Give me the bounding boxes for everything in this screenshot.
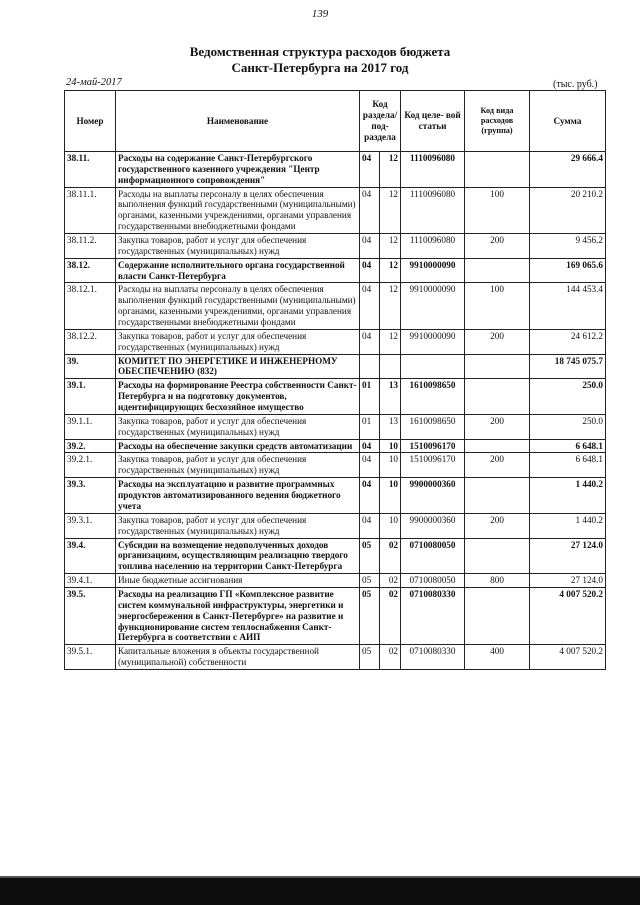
- cell-expense-type: 200: [465, 513, 530, 538]
- cell-number: 39.1.1.: [65, 414, 116, 439]
- cell-article: 1110096080: [401, 234, 465, 259]
- table-row: [65, 587, 606, 644]
- cell-sum: 27 124.0: [530, 538, 606, 574]
- cell-name: Расходы на эксплуатацию и развитие программных продуктов автоматизированного ведения бюджетного учета: [116, 478, 360, 514]
- cell-article: 9910000090: [401, 258, 465, 283]
- cell-expense-type: [465, 152, 530, 188]
- cell-subsection: 12: [380, 187, 401, 233]
- cell-subsection: 12: [380, 234, 401, 259]
- table-row: [65, 234, 606, 259]
- cell-sum: 1 440.2: [530, 513, 606, 538]
- cell-subsection: 10: [380, 513, 401, 538]
- cell-number: 39.4.: [65, 538, 116, 574]
- cell-number: 39.: [65, 354, 116, 379]
- cell-name: Закупка товаров, работ и услуг для обеспечения государственных (муниципальных) нужд: [116, 414, 360, 439]
- cell-sum: 9 456.2: [530, 234, 606, 259]
- cell-section: 05: [360, 538, 380, 574]
- cell-name: Расходы на обеспечение закупки средств автоматизации: [116, 439, 360, 453]
- table-row: [65, 439, 606, 453]
- cell-expense-type: 200: [465, 329, 530, 354]
- cell-number: 38.12.: [65, 258, 116, 283]
- cell-article: 9910000090: [401, 329, 465, 354]
- cell-section: 04: [360, 152, 380, 188]
- cell-name: Закупка товаров, работ и услуг для обеспечения государственных (муниципальных) нужд: [116, 513, 360, 538]
- cell-section: 04: [360, 439, 380, 453]
- cell-expense-type: 200: [465, 234, 530, 259]
- document-title-line-1: Ведомственная структура расходов бюджета: [189, 44, 451, 59]
- cell-number: 39.5.: [65, 587, 116, 644]
- cell-subsection: 12: [380, 329, 401, 354]
- cell-subsection: 02: [380, 587, 401, 644]
- cell-expense-type: [465, 439, 530, 453]
- table-row: [65, 513, 606, 538]
- cell-section: 04: [360, 329, 380, 354]
- cell-article: 1610098650: [401, 414, 465, 439]
- table-row: [65, 283, 606, 329]
- budget-table: [64, 90, 606, 670]
- cell-section: 04: [360, 234, 380, 259]
- cell-expense-type: 200: [465, 453, 530, 478]
- cell-name: Закупка товаров, работ и услуг для обеспечения государственных (муниципальных) нужд: [116, 234, 360, 259]
- cell-section: [360, 354, 380, 379]
- cell-expense-type: [465, 478, 530, 514]
- cell-article: 1110096080: [401, 152, 465, 188]
- cell-subsection: [380, 354, 401, 379]
- table-row: [65, 538, 606, 574]
- table-header-row: [65, 91, 606, 152]
- cell-expense-type: 200: [465, 414, 530, 439]
- cell-expense-type: 400: [465, 645, 530, 670]
- cell-name: Расходы на выплаты персоналу в целях обеспечения выполнения функций государственными (муниципальными) органами, казенными учреждениями, органами управления государственными внебюджетными фондами: [116, 283, 360, 329]
- cell-section: 04: [360, 187, 380, 233]
- cell-expense-type: [465, 538, 530, 574]
- cell-number: 39.2.: [65, 439, 116, 453]
- scan-bottom-edge: [0, 878, 640, 905]
- cell-subsection: 02: [380, 645, 401, 670]
- table-row: [65, 414, 606, 439]
- cell-name: КОМИТЕТ ПО ЭНЕРГЕТИКЕ И ИНЖЕНЕРНОМУ ОБЕСПЕЧЕНИЮ (832): [116, 354, 360, 379]
- cell-name: Закупка товаров, работ и услуг для обеспечения государственных (муниципальных) нужд: [116, 453, 360, 478]
- cell-name: Расходы на формирование Реестра собственности Санкт-Петербурга и на подготовку документов, идентифицирующих бесхозяйное имущество: [116, 379, 360, 415]
- cell-article: 1510096170: [401, 453, 465, 478]
- header-name: Наименование: [116, 91, 360, 152]
- cell-number: 38.12.2.: [65, 329, 116, 354]
- cell-section: 01: [360, 379, 380, 415]
- table-row: [65, 187, 606, 233]
- cell-name: Капитальные вложения в объекты государственной (муниципальной) собственности: [116, 645, 360, 670]
- cell-article: 9910000090: [401, 283, 465, 329]
- cell-name: Иные бюджетные ассигнования: [116, 574, 360, 588]
- cell-number: 39.3.: [65, 478, 116, 514]
- cell-sum: 250.0: [530, 379, 606, 415]
- cell-name: Расходы на реализацию ГП «Комплексное развитие систем коммунальной инфраструктуры, энергетики и энергосбережения в Санкт-Петербурге» на развитие и функционирование систем теплоснабжения Санкт-Петербурга в соответствии с АИП: [116, 587, 360, 644]
- cell-name: Расходы на выплаты персоналу в целях обеспечения выполнения функций государственными (муниципальными) органами, казенными учреждениями, органами управления государственными внебюджетными фондами: [116, 187, 360, 233]
- document-title-line-2: Санкт-Петербурга на 2017 год: [231, 60, 409, 75]
- header-expense-type: Код вида расходов (группа): [465, 91, 530, 152]
- cell-expense-type: 800: [465, 574, 530, 588]
- cell-sum: 27 124.0: [530, 574, 606, 588]
- cell-subsection: 02: [380, 538, 401, 574]
- cell-subsection: 10: [380, 478, 401, 514]
- cell-expense-type: [465, 258, 530, 283]
- cell-sum: 169 065.6: [530, 258, 606, 283]
- cell-article: 1110096080: [401, 187, 465, 233]
- cell-number: 39.4.1.: [65, 574, 116, 588]
- cell-sum: 1 440.2: [530, 478, 606, 514]
- cell-subsection: 13: [380, 414, 401, 439]
- table-row: [65, 329, 606, 354]
- header-number: Номер: [65, 91, 116, 152]
- cell-subsection: 10: [380, 439, 401, 453]
- table-row: [65, 453, 606, 478]
- cell-sum: 4 007 520.2: [530, 587, 606, 644]
- cell-subsection: 12: [380, 258, 401, 283]
- cell-section: 04: [360, 513, 380, 538]
- cell-expense-type: 100: [465, 187, 530, 233]
- cell-sum: 144 453.4: [530, 283, 606, 329]
- cell-sum: 20 210.2: [530, 187, 606, 233]
- cell-section: 01: [360, 414, 380, 439]
- units-label: (тыс. руб.): [553, 79, 598, 90]
- header-article: Код целе- вой статьи: [401, 91, 465, 152]
- cell-sum: 29 666.4: [530, 152, 606, 188]
- cell-section: 05: [360, 587, 380, 644]
- cell-expense-type: 100: [465, 283, 530, 329]
- cell-sum: 250.0: [530, 414, 606, 439]
- cell-subsection: 12: [380, 283, 401, 329]
- cell-sum: 24 612.2: [530, 329, 606, 354]
- cell-section: 04: [360, 478, 380, 514]
- table-row: [65, 152, 606, 188]
- cell-number: 38.12.1.: [65, 283, 116, 329]
- cell-article: 9900000360: [401, 513, 465, 538]
- cell-number: 39.3.1.: [65, 513, 116, 538]
- cell-sum: 6 648.1: [530, 453, 606, 478]
- cell-article: 0710080330: [401, 645, 465, 670]
- cell-expense-type: [465, 354, 530, 379]
- table-row: [65, 379, 606, 415]
- cell-article: 0710080050: [401, 574, 465, 588]
- cell-sum: 18 745 075.7: [530, 354, 606, 379]
- cell-section: 05: [360, 645, 380, 670]
- table-row: [65, 478, 606, 514]
- cell-expense-type: [465, 587, 530, 644]
- cell-name: Расходы на содержание Санкт-Петербургского государственного казенного учреждения "Центр информационного сопровождения": [116, 152, 360, 188]
- table-row: [65, 645, 606, 670]
- cell-section: 04: [360, 453, 380, 478]
- cell-subsection: 10: [380, 453, 401, 478]
- cell-expense-type: [465, 379, 530, 415]
- cell-article: 1610098650: [401, 379, 465, 415]
- cell-sum: 4 007 520.2: [530, 645, 606, 670]
- cell-article: 1510096170: [401, 439, 465, 453]
- cell-name: Содержание исполнительного органа государственной власти Санкт-Петербурга: [116, 258, 360, 283]
- cell-subsection: 02: [380, 574, 401, 588]
- cell-section: 05: [360, 574, 380, 588]
- header-sum: Сумма: [530, 91, 606, 152]
- cell-subsection: 12: [380, 152, 401, 188]
- document-date: 24-май-2017: [66, 77, 122, 88]
- cell-name: Закупка товаров, работ и услуг для обеспечения государственных (муниципальных) нужд: [116, 329, 360, 354]
- cell-sum: 6 648.1: [530, 439, 606, 453]
- cell-number: 39.2.1.: [65, 453, 116, 478]
- cell-article: 0710080050: [401, 538, 465, 574]
- cell-number: 38.11.: [65, 152, 116, 188]
- cell-article: 9900000360: [401, 478, 465, 514]
- header-section: Код раздела/ под- раздела: [360, 91, 401, 152]
- table-row: [65, 574, 606, 588]
- cell-section: 04: [360, 258, 380, 283]
- cell-name: Субсидии на возмещение недополученных доходов организациям, осуществляющим реализацию твердого топлива населению на территории Санкт-Петербурга: [116, 538, 360, 574]
- cell-number: 39.5.1.: [65, 645, 116, 670]
- cell-subsection: 13: [380, 379, 401, 415]
- cell-number: 38.11.2.: [65, 234, 116, 259]
- cell-article: [401, 354, 465, 379]
- page-number: 139: [311, 8, 329, 20]
- cell-section: 04: [360, 283, 380, 329]
- cell-number: 39.1.: [65, 379, 116, 415]
- table-body: [65, 152, 606, 670]
- table-row: [65, 354, 606, 379]
- table-row: [65, 258, 606, 283]
- cell-article: 0710080330: [401, 587, 465, 644]
- cell-number: 38.11.1.: [65, 187, 116, 233]
